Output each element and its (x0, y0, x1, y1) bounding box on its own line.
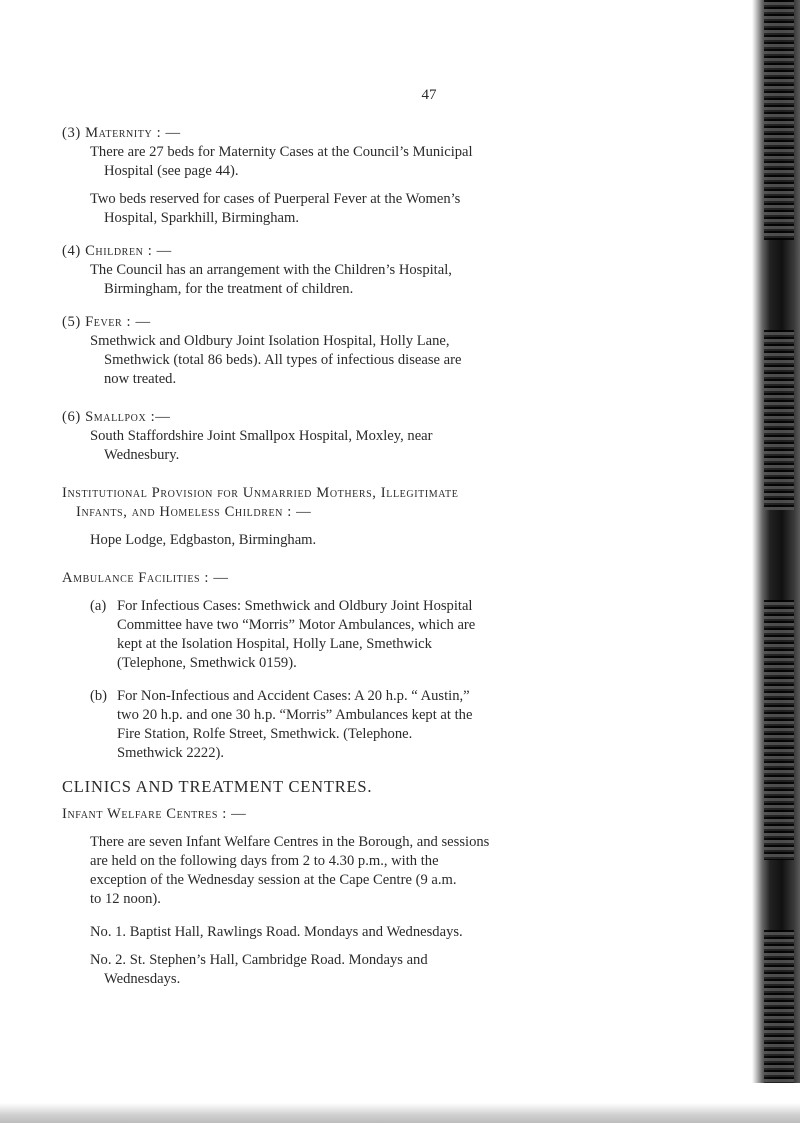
smallpox-para (90, 427, 632, 465)
text-line: exception of the Wednesday session at the Cape Centre (9 a.m. (90, 872, 457, 888)
fever-para (90, 332, 632, 389)
institutional-heading (62, 484, 632, 522)
page-body (62, 124, 632, 989)
ambulance-item-b (90, 687, 632, 763)
page-number: 47 (421, 87, 437, 103)
clinics-title: CLINICS AND TREATMENT CENTRES. (62, 777, 373, 796)
fever-heading: (5) Fever : — (62, 314, 151, 330)
scan-edge-noise (764, 600, 794, 860)
ambulance-item-a (90, 597, 632, 673)
text-line: For Non-Infectious and Accident Cases: A 20 h.p. “ Austin,” (117, 688, 470, 704)
infant-welfare-heading: Infant Welfare Centres : — (62, 806, 247, 822)
infant-welfare-para (90, 833, 632, 909)
scan-bottom-shadow (0, 1083, 800, 1123)
item-label: (a) (90, 598, 107, 614)
scan-edge-shadow (678, 0, 800, 1123)
maternity-heading: (3) Maternity : — (62, 125, 181, 141)
scan-edge-noise (764, 0, 794, 240)
text-line: There are 27 beds for Maternity Cases at the Council’s Municipal (90, 144, 473, 160)
text-line: Smethwick (total 86 beds). All types of infectious disease are (104, 352, 462, 368)
text-line: No. 2. St. Stephen’s Hall, Cambridge Road. Mondays and (90, 952, 428, 968)
ambulance-heading: Ambulance Facilities : — (62, 570, 229, 586)
smallpox-heading: (6) Smallpox :— (62, 409, 171, 425)
text-line: Committee have two “Morris” Motor Ambulances, which are (117, 617, 476, 633)
text-line: Wednesdays. (104, 971, 181, 987)
text-line: Smethwick and Oldbury Joint Isolation Hospital, Holly Lane, (90, 333, 450, 349)
heading-line: Infants, and Homeless Children : — (76, 504, 312, 520)
text-line: (Telephone, Smethwick 0159). (117, 655, 297, 671)
centre-no-2 (90, 951, 632, 989)
text-line: The Council has an arrangement with the Children’s Hospital, (90, 262, 452, 278)
text-line: are held on the following days from 2 to 4.30 p.m., with the (90, 853, 439, 869)
heading-line: Institutional Provision for Unmarried Mothers, Illegitimate (62, 485, 459, 501)
scan-edge-noise (764, 330, 794, 510)
maternity-para-2 (90, 190, 632, 228)
centre-no-1: No. 1. Baptist Hall, Rawlings Road. Mondays and Wednesdays. (90, 924, 463, 940)
item-label: (b) (90, 688, 108, 704)
children-heading: (4) Children : — (62, 243, 172, 259)
text-line: Two beds reserved for cases of Puerperal Fever at the Women’s (90, 191, 461, 207)
text-line: Hospital (see page 44). (104, 163, 239, 179)
text-line: to 12 noon). (90, 891, 161, 907)
text-line: Smethwick 2222). (117, 745, 225, 761)
text-line: South Staffordshire Joint Smallpox Hospital, Moxley, near (90, 428, 433, 444)
text-line: Wednesbury. (104, 447, 180, 463)
children-para (90, 261, 632, 299)
text-line: Birmingham, for the treatment of children. (104, 281, 354, 297)
text-line: two 20 h.p. and one 30 h.p. “Morris” Ambulances kept at the (117, 707, 473, 723)
text-line: Fire Station, Rolfe Street, Smethwick. (Telephone. (117, 726, 413, 742)
text-line: kept at the Isolation Hospital, Holly Lane, Smethwick (117, 636, 432, 652)
maternity-para-1 (90, 143, 632, 181)
institutional-para: Hope Lodge, Edgbaston, Birmingham. (90, 532, 317, 548)
text-line: For Infectious Cases: Smethwick and Oldbury Joint Hospital (117, 598, 473, 614)
text-line: Hospital, Sparkhill, Birmingham. (104, 210, 299, 226)
text-line: There are seven Infant Welfare Centres in the Borough, and sessions (90, 834, 490, 850)
text-line: now treated. (104, 371, 177, 387)
